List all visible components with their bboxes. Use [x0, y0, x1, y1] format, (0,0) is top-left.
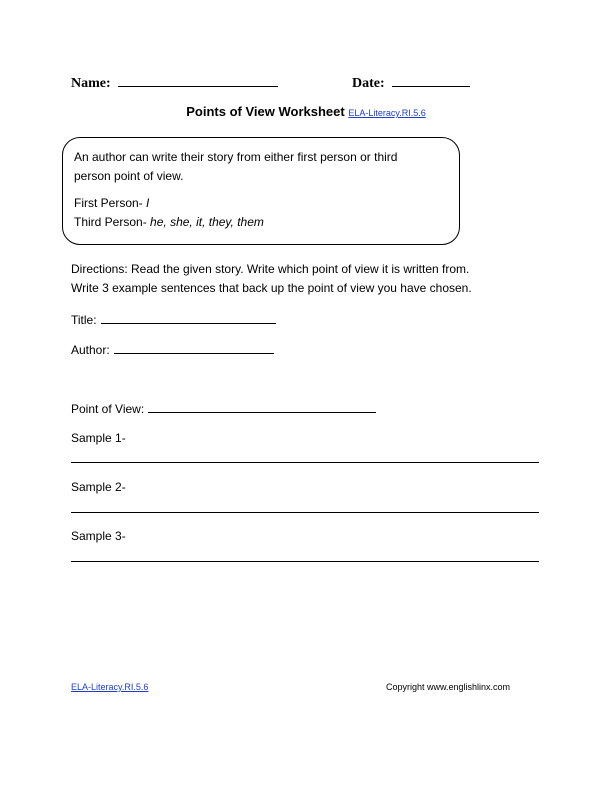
- footer-copyright: Copyright www.englishlinx.com: [386, 682, 511, 692]
- sample-1-answer-line[interactable]: [71, 462, 539, 463]
- first-person-row: [74, 194, 449, 213]
- title-field-row: [71, 311, 276, 330]
- sample-2-answer-line[interactable]: [71, 512, 539, 513]
- third-person-row: [74, 213, 449, 232]
- author-field-row: [71, 341, 274, 360]
- pov-field-label: Point of View:: [71, 402, 145, 416]
- first-person-label: First Person-: [74, 196, 143, 210]
- footer-standard-link[interactable]: ELA-Literacy.RI.5.6: [71, 682, 149, 692]
- sample-2-label: Sample 2-: [71, 480, 126, 494]
- sample-1-label: Sample 1-: [71, 431, 126, 445]
- info-line-2: person point of view.: [74, 169, 184, 183]
- third-person-example: he, she, it, they, them: [150, 215, 264, 229]
- worksheet-title: Points of View Worksheet: [186, 104, 345, 119]
- author-field-label: Author:: [71, 343, 110, 357]
- directions-line-2: Write 3 example sentences that back up the point of view you have chosen.: [71, 281, 472, 295]
- name-label: Name:: [71, 76, 111, 91]
- info-line-1: An author can write their story from either first person or third: [74, 150, 398, 164]
- sample-3-label: Sample 3-: [71, 529, 126, 543]
- standard-link[interactable]: ELA-Literacy.RI.5.6: [348, 108, 426, 118]
- third-person-label: Third Person-: [74, 215, 147, 229]
- name-blank[interactable]: [118, 72, 278, 87]
- pov-field-blank[interactable]: [148, 400, 376, 413]
- author-field-blank[interactable]: [114, 341, 274, 354]
- info-box: [62, 137, 460, 245]
- name-row: [71, 72, 278, 92]
- title-field-blank[interactable]: [101, 311, 276, 324]
- date-label: Date:: [352, 76, 385, 91]
- date-row: [352, 72, 470, 92]
- date-blank[interactable]: [392, 72, 470, 87]
- worksheet-title-row: [0, 104, 612, 119]
- first-person-example: I: [146, 196, 150, 210]
- directions: [71, 260, 541, 298]
- sample-3-answer-line[interactable]: [71, 561, 539, 562]
- directions-line-1: Directions: Read the given story. Write which point of view it is written from.: [71, 262, 470, 276]
- title-field-label: Title:: [71, 313, 97, 327]
- pov-field-row: [71, 400, 376, 419]
